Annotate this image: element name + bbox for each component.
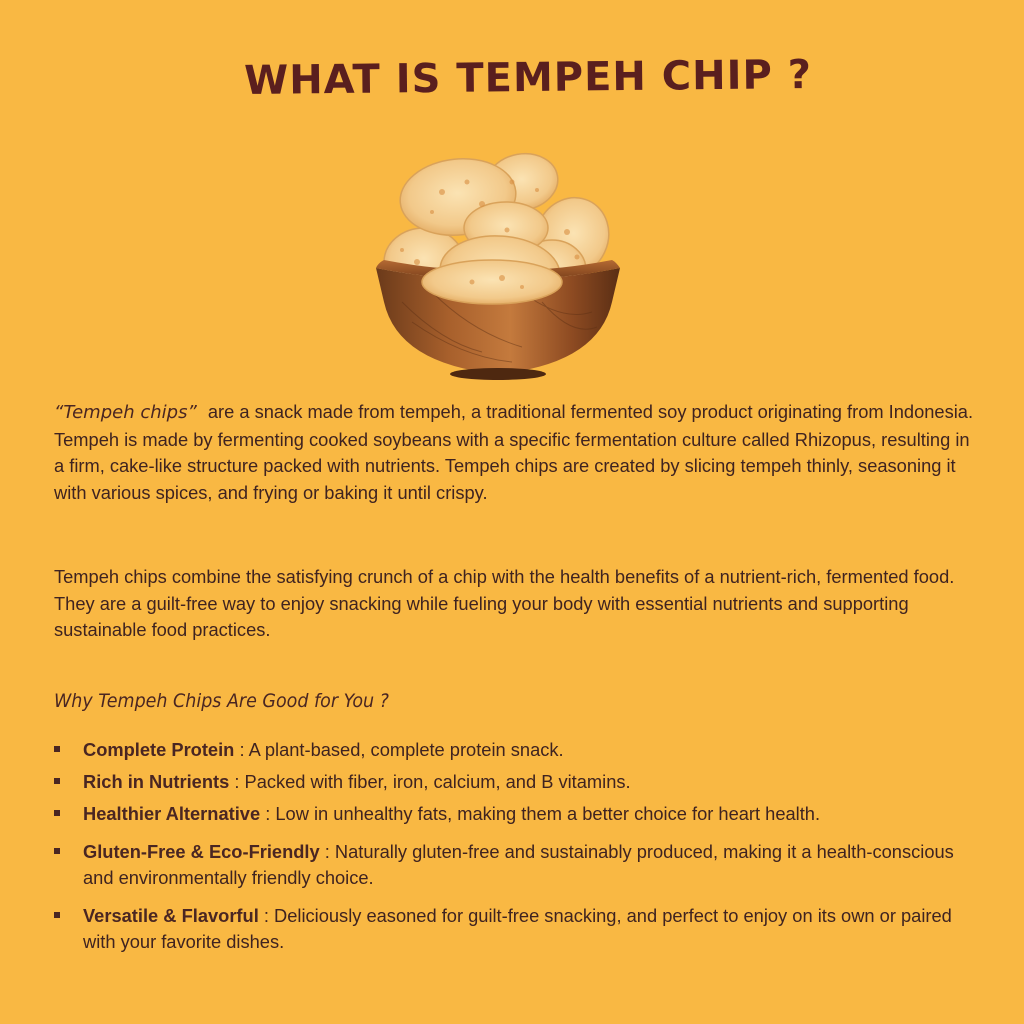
list-item — [54, 839, 984, 891]
benefits-list — [54, 737, 984, 961]
list-item — [54, 801, 984, 827]
benefit-desc: : Low in unhealthy fats, making them a better choice for heart health. — [260, 803, 821, 824]
benefit-desc: : Deliciously easoned for guilt-free snacking, and perfect to enjoy on its own or paired with your favorite dishes. — [83, 905, 952, 952]
intro-paragraph — [54, 399, 984, 506]
bullet-icon — [54, 778, 60, 784]
benefit-name: Rich in Nutrients — [83, 771, 230, 792]
benefit-desc: : Packed with fiber, iron, calcium, and B vitamins. — [229, 771, 631, 792]
list-item — [54, 903, 984, 955]
benefit-name: Healthier Alternative — [83, 803, 261, 824]
bullet-icon — [54, 810, 60, 816]
benefit-name: Complete Protein — [83, 739, 235, 760]
benefit-name: Versatile & Flavorful — [83, 905, 259, 926]
list-item — [54, 737, 984, 763]
list-item — [54, 769, 984, 795]
benefit-desc: : Naturally gluten-free and sustainably produced, making it a health-conscious and environmentally friendly choice. — [83, 841, 954, 888]
benefits-paragraph: Tempeh chips combine the satisfying crunch of a chip with the health benefits of a nutrient-rich, fermented food. They are a guilt-free way to enjoy snacking while fueling your body with essential nutrients and supporting sustainable food practices. — [54, 566, 955, 640]
benefit-desc: : A plant-based, complete protein snack. — [234, 739, 564, 760]
bullet-icon — [54, 848, 60, 854]
tempeh-chips-bowl-image — [372, 142, 624, 382]
intro-text: are a snack made from tempeh, a traditional fermented soy product originating from Indonesia. Tempeh is made by fermenting cooked soybeans with a specific fermentation culture called Rhizopus, resulting in a firm, cake-like structure packed with nutrients. Tempeh chips are created by slicing tempeh thinly, seasoning it with various spices, and frying or baking it until crispy. — [54, 401, 974, 503]
benefit-name: Gluten-Free & Eco-Friendly — [83, 841, 320, 862]
bullet-icon — [54, 912, 60, 918]
page-title: WHAT IS TEMPEH CHIP ? — [243, 52, 813, 104]
benefits-heading: Why Tempeh Chips Are Good for You ? — [54, 690, 389, 712]
bullet-icon — [54, 746, 60, 752]
tempeh-chips-term: “Tempeh chips” — [54, 402, 197, 423]
